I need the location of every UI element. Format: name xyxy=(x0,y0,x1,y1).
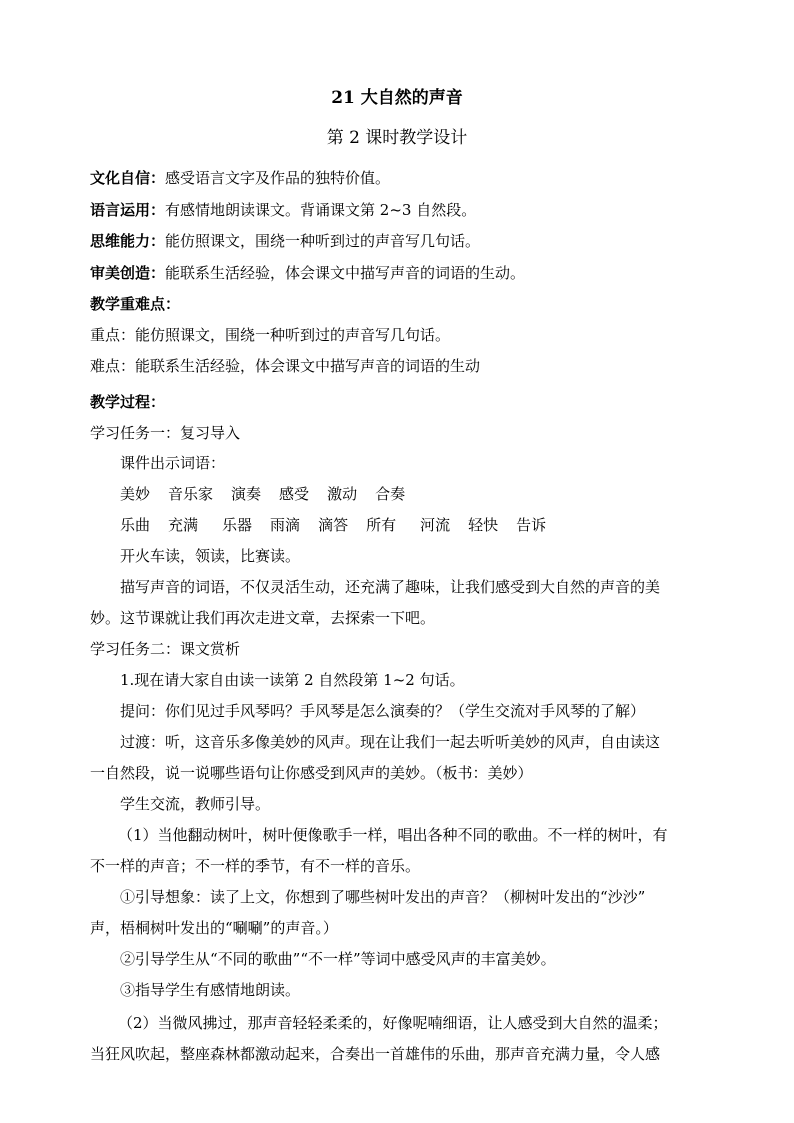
word: 美妙 xyxy=(120,485,151,503)
difficult-point: 难点：能联系生活经验，体会课文中描写声音的词语的生动 xyxy=(90,357,481,375)
paragraph-2-line: 当狂风吹起，整座森林都激动起来，合奏出一首雄伟的乐曲，那声音充满力量，令人感 xyxy=(90,1045,661,1063)
goal-aesthetic xyxy=(90,263,706,283)
goal-text: 能联系生活经验，体会课文中描写声音的词语的生动。 xyxy=(165,264,526,282)
goal-label: 语言运用： xyxy=(90,201,166,219)
goal-thinking xyxy=(90,231,706,251)
goal-language xyxy=(90,200,706,220)
goal-label: 思维能力： xyxy=(90,232,166,250)
word: 滴答 xyxy=(318,516,349,534)
intro-paragraph-line: 妙。这节课就让我们再次走进文章，去探索一下吧。 xyxy=(90,609,436,627)
process-heading: 教学过程： xyxy=(90,393,166,411)
word: 所有 xyxy=(366,516,397,534)
word: 雨滴 xyxy=(270,516,301,534)
paragraph-1-line: （1）当他翻动树叶，树叶便像歌手一样，唱出各种不同的歌曲。不一样的树叶，有 xyxy=(118,826,668,844)
paragraph-1-line: 不一样的声音；不一样的季节，有不一样的音乐。 xyxy=(90,857,421,875)
student-exchange: 学生交流，教师引导。 xyxy=(120,795,271,813)
word: 演奏 xyxy=(231,485,262,503)
goal-label: 审美创造： xyxy=(90,264,166,282)
transition-line: 一自然段，说一说哪些语句让你感受到风声的美妙。（板书：美妙） xyxy=(90,764,533,782)
step-1: 1.现在请大家自由读一读第 2 自然段第 1~2 句话。 xyxy=(120,671,465,689)
paragraph-2-line: （2）当微风拂过，那声音轻轻柔柔的，好像呢喃细语，让人感受到大自然的温柔； xyxy=(118,1014,668,1032)
word: 乐器 xyxy=(222,516,253,534)
intro-paragraph-line: 描写声音的词语，不仅灵活生动，还充满了趣味，让我们感受到大自然的声音的美 xyxy=(120,578,661,596)
guide-3: ③指导学生有感情地朗读。 xyxy=(120,981,301,999)
guide-1-line: ①引导想象：读了上文，你想到了哪些树叶发出的声音？（柳树叶发出的“沙沙” xyxy=(120,888,646,906)
word: 告诉 xyxy=(516,516,547,534)
guide-1-line: 声，梧桐树叶发出的“唰唰”的声音。） xyxy=(90,919,338,937)
goal-text: 能仿照课文，围绕一种听到过的声音写几句话。 xyxy=(165,232,481,250)
word: 激动 xyxy=(327,485,358,503)
word: 合奏 xyxy=(375,485,406,503)
word: 河流 xyxy=(420,516,451,534)
goal-text: 有感情地朗读课文。背诵课文第 2~3 自然段。 xyxy=(165,201,477,219)
word: 乐曲 xyxy=(120,516,151,534)
goal-culture xyxy=(90,168,706,188)
key-heading: 教学重难点： xyxy=(90,295,181,313)
word: 轻快 xyxy=(468,516,499,534)
words-row-1 xyxy=(90,484,706,504)
task2-heading: 学习任务二：课文赏析 xyxy=(90,640,241,658)
word: 音乐家 xyxy=(168,485,214,503)
transition-line: 过渡：听，这音乐多像美妙的风声。现在让我们一起去听听美妙的风声，自由读这 xyxy=(120,733,661,751)
question: 提问：你们见过手风琴吗？手风琴是怎么演奏的？（学生交流对手风琴的了解） xyxy=(120,702,646,720)
task1-heading: 学习任务一：复习导入 xyxy=(90,424,241,442)
goal-label: 文化自信： xyxy=(90,169,166,187)
guide-2: ②引导学生从“不同的歌曲”“不一样”等词中感受风声的丰富美妙。 xyxy=(120,950,556,968)
word: 感受 xyxy=(279,485,310,503)
key-point: 重点：能仿照课文，围绕一种听到过的声音写几句话。 xyxy=(90,326,451,344)
word: 充满 xyxy=(168,516,199,534)
show-words: 课件出示词语： xyxy=(120,454,226,472)
document-title: 21 大自然的声音 xyxy=(331,88,463,108)
document-subtitle: 第 2 课时教学设计 xyxy=(326,128,468,148)
words-row-2 xyxy=(90,515,706,535)
reading-method: 开火车读，领读，比赛读。 xyxy=(120,547,301,565)
goal-text: 感受语言文字及作品的独特价值。 xyxy=(165,169,391,187)
